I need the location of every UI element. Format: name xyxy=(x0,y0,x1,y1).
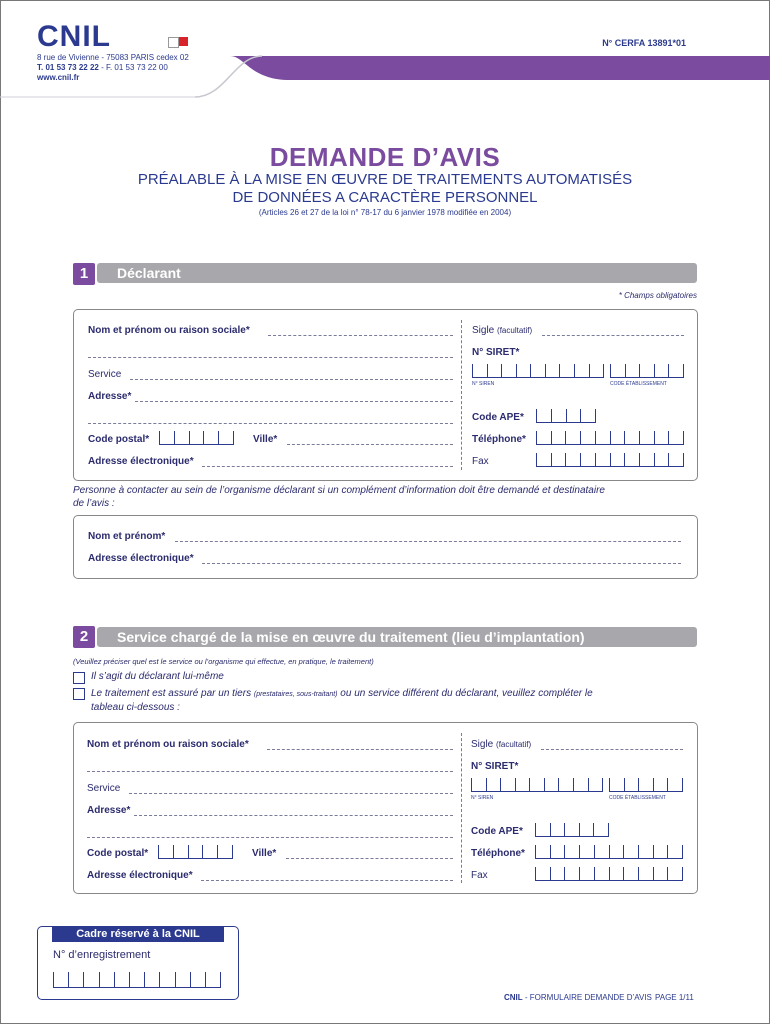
column-separator-2 xyxy=(461,733,462,883)
sigle-label: Sigle (facultatif) xyxy=(472,325,533,336)
fax-cells[interactable] xyxy=(536,453,684,467)
s2-ape-cells[interactable] xyxy=(535,823,609,837)
registration-label: N° d’enregistrement xyxy=(53,949,151,961)
phone-line: T. 01 53 73 22 22 - F. 01 53 73 22 00 xyxy=(37,63,168,72)
cnil-logo: CNIL xyxy=(37,20,111,53)
postal-code-cells[interactable] xyxy=(159,431,234,445)
s2-email-field[interactable] xyxy=(201,880,453,881)
etablissement-caption: CODE ÉTABLISSEMENT xyxy=(610,381,667,387)
ape-cells[interactable] xyxy=(536,409,596,423)
ape-label: Code APE* xyxy=(472,412,524,423)
siren-cells[interactable] xyxy=(472,364,604,378)
email-field[interactable] xyxy=(202,466,453,467)
footer: CNIL - FORMULAIRE DEMANDE D’AVIS xyxy=(504,993,652,1002)
s2-city-field[interactable] xyxy=(286,858,453,859)
contact-name-label: Nom et prénom* xyxy=(88,531,166,542)
name-field-line2[interactable] xyxy=(88,357,453,358)
s2-siren-caption: N° SIREN xyxy=(471,795,494,801)
page-number: PAGE 1/11 xyxy=(655,993,694,1002)
option-third-party-checkbox[interactable] xyxy=(73,688,85,700)
s2-phone-cells[interactable] xyxy=(535,845,683,859)
s2-ape-label: Code APE* xyxy=(471,826,523,837)
contact-note-2: de l’avis : xyxy=(73,498,115,509)
logo-square-white xyxy=(168,37,179,48)
contact-name-field[interactable] xyxy=(175,541,681,542)
s2-siren-cells[interactable] xyxy=(471,778,603,792)
registration-cells[interactable] xyxy=(53,972,221,988)
address-line: 8 rue de Vivienne - 75083 PARIS cedex 02 xyxy=(37,53,189,62)
s2-service-field[interactable] xyxy=(129,793,453,794)
section-2-note: (Veuillez préciser quel est le service ou l’organisme qui effectue, en pratique, le traitement) xyxy=(73,657,374,666)
s2-siret-label: N° SIRET* xyxy=(471,761,519,772)
cnil-reserved-title: Cadre réservé à la CNIL xyxy=(52,927,224,942)
s2-postal-code-label: Code postal* xyxy=(87,848,149,859)
postal-code-label: Code postal* xyxy=(88,434,150,445)
form-subtitle-2: DE DONNÉES A CARACTÈRE PERSONNEL xyxy=(232,189,538,206)
legal-articles: (Articles 26 et 27 de la loi n° 78-17 du 6 janvier 1978 modifiée en 2004) xyxy=(258,208,512,217)
s2-etablissement-cells[interactable] xyxy=(609,778,683,792)
contact-email-label: Adresse électronique* xyxy=(88,553,194,564)
column-separator xyxy=(461,320,462,470)
etablissement-cells[interactable] xyxy=(610,364,684,378)
cnil-reserved-box xyxy=(37,926,239,1000)
section-2-title: Service chargé de la mise en œuvre du traitement (lieu d’implantation) xyxy=(97,627,697,647)
contact-note: Personne à contacter au sein de l’organisme déclarant si un complément d’information doit être demandé et destinataire xyxy=(73,485,605,496)
address-field[interactable] xyxy=(135,401,453,402)
form-subtitle-1: PRÉALABLE À LA MISE EN ŒUVRE DE TRAITEMENTS AUTOMATISÉS xyxy=(137,171,633,188)
s2-postal-code-cells[interactable] xyxy=(158,845,233,859)
siret-label: N° SIRET* xyxy=(472,347,520,358)
s2-name-field-line2[interactable] xyxy=(87,771,453,772)
address-label: Adresse* xyxy=(88,391,132,402)
option-self-checkbox[interactable] xyxy=(73,672,85,684)
website[interactable]: www.cnil.fr xyxy=(37,73,80,82)
s2-address-field-line2[interactable] xyxy=(87,837,453,838)
s2-address-label: Adresse* xyxy=(87,805,131,816)
s2-fax-cells[interactable] xyxy=(535,867,683,881)
option-third-party-label-2: tableau ci-dessous : xyxy=(91,702,180,713)
cerfa-number: N° CERFA 13891*01 xyxy=(602,38,686,48)
form-title: DEMANDE D’AVIS xyxy=(269,142,501,172)
email-label: Adresse électronique* xyxy=(88,456,194,467)
s2-name-label: Nom et prénom ou raison sociale* xyxy=(87,739,249,750)
fax-label: Fax xyxy=(472,456,489,467)
s2-etablissement-caption: CODE ÉTABLISSEMENT xyxy=(609,795,666,801)
s2-sigle-field[interactable] xyxy=(541,749,683,750)
s2-email-label: Adresse électronique* xyxy=(87,870,193,881)
sigle-field[interactable] xyxy=(542,335,684,336)
city-label: Ville* xyxy=(253,434,278,445)
contact-email-field[interactable] xyxy=(202,563,681,564)
name-label: Nom et prénom ou raison sociale* xyxy=(88,325,250,336)
phone-cells[interactable] xyxy=(536,431,684,445)
section-1-number: 1 xyxy=(73,263,95,285)
header-swoosh xyxy=(0,0,770,100)
name-field[interactable] xyxy=(268,335,453,336)
siren-caption: N° SIREN xyxy=(472,381,495,387)
s2-name-field[interactable] xyxy=(267,749,453,750)
city-field[interactable] xyxy=(287,444,453,445)
section-1-title: Déclarant xyxy=(97,263,697,283)
phone-label: Téléphone* xyxy=(472,434,526,445)
s2-fax-label: Fax xyxy=(471,870,488,881)
header-band xyxy=(0,0,770,100)
logo-square-red xyxy=(179,37,188,46)
service-field[interactable] xyxy=(130,379,453,380)
s2-sigle-label: Sigle (facultatif) xyxy=(471,739,532,750)
address-field-line2[interactable] xyxy=(88,423,453,424)
service-label: Service xyxy=(88,369,122,380)
required-note: * Champs obligatoires xyxy=(618,291,697,300)
s2-address-field[interactable] xyxy=(134,815,453,816)
section-2-number: 2 xyxy=(73,626,95,648)
option-self-label: Il s’agit du déclarant lui-même xyxy=(91,671,224,682)
option-third-party-label: Le traitement est assuré par un tiers (prestataires, sous-traitant) ou un service différent du déclarant, veuillez compléter le xyxy=(91,688,593,699)
s2-city-label: Ville* xyxy=(252,848,277,859)
s2-phone-label: Téléphone* xyxy=(471,848,525,859)
s2-service-label: Service xyxy=(87,783,121,794)
contact-box xyxy=(73,515,698,579)
